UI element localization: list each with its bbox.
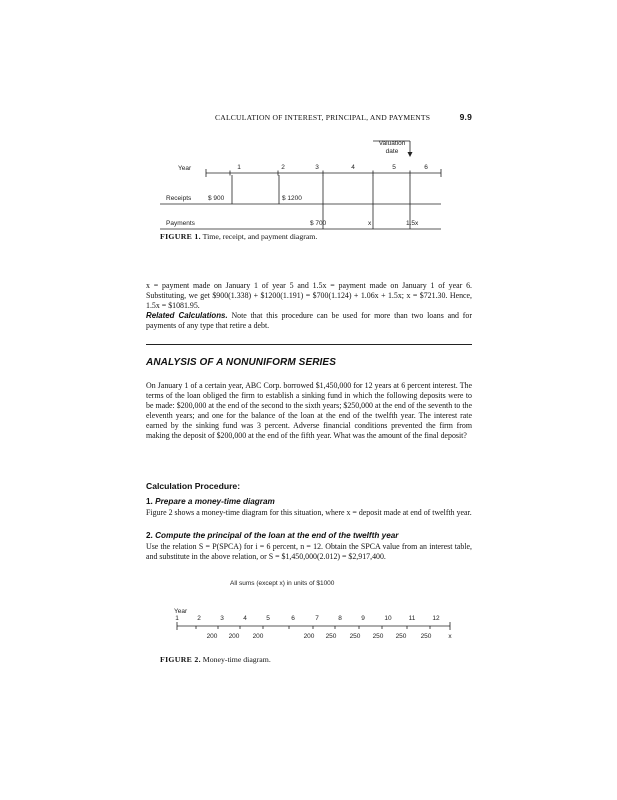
fig2-year-tick-label: 4 — [243, 615, 247, 622]
deposit-amount: 200 — [228, 633, 240, 640]
figure-2-diagram — [160, 576, 460, 656]
figure-2-caption-number: FIGURE 2. — [160, 655, 201, 664]
deposit-amount: 250 — [420, 633, 432, 640]
fig1-year-tick-label: 1 — [237, 164, 241, 171]
deposit-amount: x — [448, 633, 452, 640]
related-calculations — [146, 311, 472, 331]
page-number: 9.9 — [459, 112, 472, 122]
valuation-label-1: Valuation — [378, 140, 406, 147]
deposit-amount: 250 — [372, 633, 384, 640]
figure-2-note: All sums (except x) in units of $1000 — [230, 580, 335, 587]
deposit-amount: 200 — [303, 633, 315, 640]
solution-paragraph: x = payment made on January 1 of year 5 and 1.5x = payment made on January 1 of year 6. Substituting, we get $900(1.338) + $1200(1.191) = $700(1.124) + 1.06x + 1.5x; x = $721.30. Hence, 1.5x = $1081.95. — [146, 281, 472, 311]
figure-2-caption — [160, 655, 271, 664]
receipts-label: Receipts — [166, 195, 192, 202]
fig2-year-tick-label: 8 — [338, 615, 342, 622]
fig2-year-tick-label: 11 — [408, 615, 416, 622]
deposit-amount: 250 — [395, 633, 407, 640]
payments-label: Payments — [166, 220, 195, 227]
fig2-year-tick-label: 12 — [432, 615, 440, 622]
related-label: Related Calculations. — [146, 311, 228, 320]
fig2-year-tick-label: 1 — [175, 615, 179, 622]
receipt-value: $ 1200 — [282, 195, 302, 202]
fig1-year-tick-label: 6 — [424, 164, 428, 171]
fig2-year-tick-label: 9 — [361, 615, 365, 622]
payment-value: x — [368, 220, 372, 227]
figure-1-diagram — [160, 134, 460, 264]
related-text: Note that this procedure can be used for more than two loans and for payments of any type that retire a debt. — [146, 311, 472, 331]
deposit-amount: 250 — [349, 633, 361, 640]
step-2-title: Compute the principal of the loan at the end of the twelfth year — [155, 531, 399, 540]
step-2-heading — [146, 531, 399, 540]
fig2-year-tick-label: 10 — [384, 615, 392, 622]
fig1-year-tick-label: 4 — [351, 164, 355, 171]
figure-1-caption-text: Time, receipt, and payment diagram. — [202, 232, 318, 241]
deposit-amount: 200 — [252, 633, 264, 640]
deposit-amount: 200 — [206, 633, 218, 640]
section-divider — [146, 344, 472, 345]
step-1-title: Prepare a money-time diagram — [155, 497, 275, 506]
fig1-year-label: Year — [178, 165, 192, 172]
receipt-value: $ 900 — [208, 195, 225, 202]
step-1-text: Figure 2 shows a money-time diagram for this situation, where x = deposit made at end of twelfth year. — [146, 508, 472, 517]
fig1-year-tick-label: 3 — [315, 164, 319, 171]
payment-value: 1.5x — [406, 220, 419, 227]
procedure-heading: Calculation Procedure: — [146, 481, 241, 491]
step-1-number: 1. — [146, 497, 153, 506]
fig1-year-tick-label: 2 — [281, 164, 285, 171]
header-title: CALCULATION OF INTEREST, PRINCIPAL, AND PAYMENTS — [215, 113, 431, 122]
fig2-year-tick-label: 3 — [220, 615, 224, 622]
fig2-year-tick-label: 2 — [197, 615, 201, 622]
fig2-year-tick-label: 5 — [266, 615, 270, 622]
figure-1-caption-number: FIGURE 1. — [160, 232, 201, 241]
step-2-text: Use the relation S = P(SPCA) for i = 6 percent, n = 12. Obtain the SPCA value from an interest table, and substitute in the above relation, or S = $1,450,000(2.012) = $2,917,400. — [146, 542, 472, 562]
figure-1-caption — [160, 232, 317, 241]
fig2-year-label: Year — [174, 608, 188, 615]
valuation-label-2: date — [385, 148, 399, 155]
step-1-heading — [146, 497, 275, 506]
fig2-year-tick-label: 6 — [291, 615, 295, 622]
figure-2-caption-text: Money-time diagram. — [202, 655, 271, 664]
deposit-amount: 250 — [325, 633, 337, 640]
step-2-number: 2. — [146, 531, 153, 540]
problem-paragraph: On January 1 of a certain year, ABC Corp. borrowed $1,450,000 for 12 years at 6 percent interest. The terms of the loan obliged the firm to establish a sinking fund in which the following deposits were to be made: $200,000 at the end of the second to the sixth years; $250,000 at the end of the seventh to the eleventh years; and one for the balance of the loan at the end of the twelfth year. The interest rate earned by the sinking fund was 3 percent. Adverse financial conditions prevented the firm from making the deposit of $200,000 at the end of the fifth year. What was the amount of the final deposit? — [146, 381, 472, 441]
section-title: ANALYSIS OF A NONUNIFORM SERIES — [146, 357, 336, 368]
payment-value: $ 700 — [310, 220, 327, 227]
fig2-year-tick-label: 7 — [315, 615, 319, 622]
fig1-year-tick-label: 5 — [392, 164, 396, 171]
